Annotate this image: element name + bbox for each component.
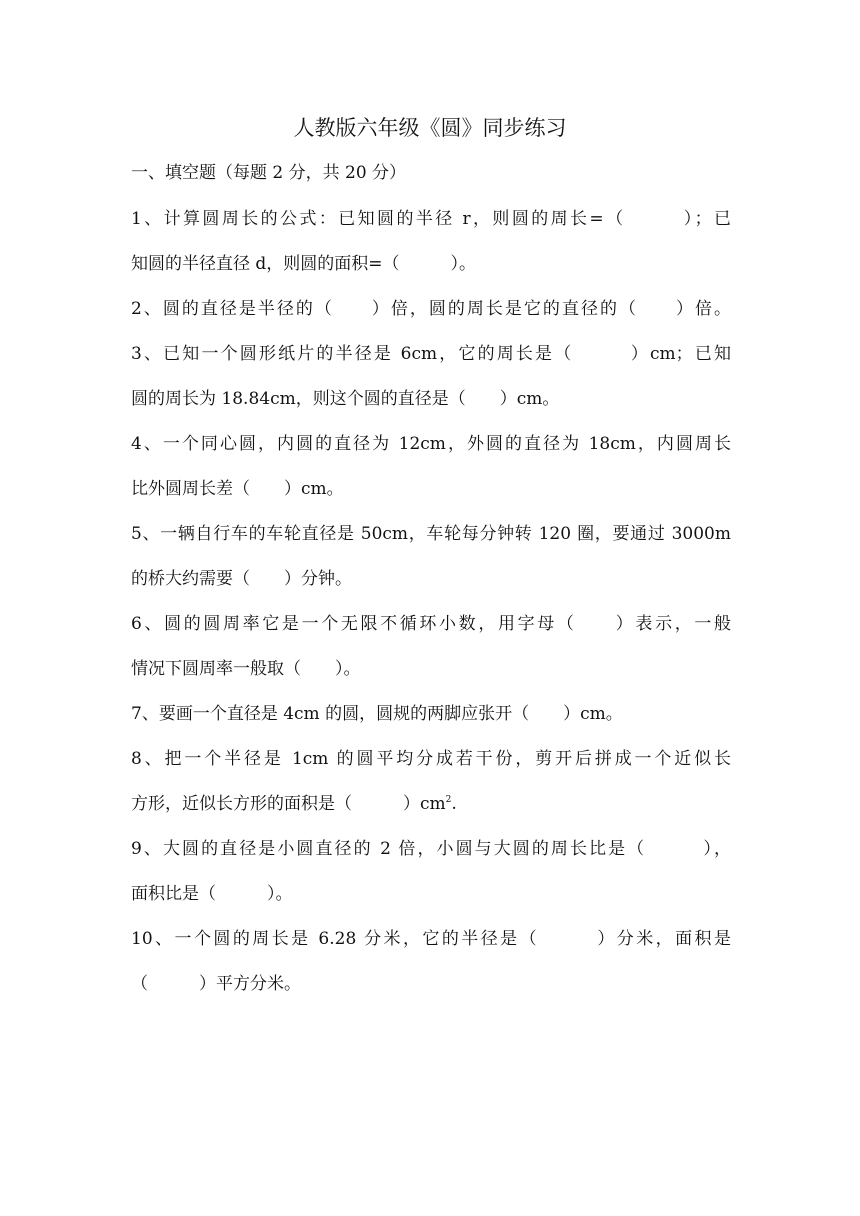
question-7-line: 7、要画一个直径是 4cm 的圆，圆规的两脚应张开（ ）cm。: [131, 704, 623, 724]
question-6-line-1: 6、圆的圆周率它是一个无限不循环小数，用字母（ ）表示，一般: [131, 614, 731, 634]
section-heading: 一、填空题（每题 2 分，共 20 分）: [131, 163, 407, 183]
question-5-line-1: 5、一辆自行车的车轮直径是 50cm，车轮每分钟转 120 圈，要通过 3000m: [131, 524, 731, 544]
question-1-line-2: 知圆的半径直径 d，则圆的面积=（ ）。: [131, 254, 477, 274]
question-4-line-1: 4、一个同心圆，内圆的直径为 12cm，外圆的直径为 18cm，内圆周长: [131, 434, 731, 454]
question-4-line-2: 比外圆周长差（ ）cm。: [131, 479, 344, 499]
question-10-line-2: （ ）平方分米。: [131, 974, 301, 994]
question-5-line-2: 的桥大约需要（ ）分钟。: [131, 569, 352, 589]
question-10-line-1: 10、一个圆的周长是 6.28 分米，它的半径是（ ）分米，面积是: [131, 929, 731, 949]
question-2-line: 2、圆的直径是半径的（ ）倍，圆的周长是它的直径的（ ）倍。: [131, 299, 731, 319]
question-1-line-1: 1、计算圆周长的公式：已知圆的半径 r，则圆的周长=（ ）；已: [131, 209, 731, 229]
question-8-line-1: 8、把一个半径是 1cm 的圆平均分成若干份，剪开后拼成一个近似长: [131, 749, 731, 769]
question-3-line-2: 圆的周长为 18.84cm，则这个圆的直径是（ ）cm。: [131, 389, 560, 409]
question-8-line-2-text: 方形，近似长方形的面积是（ ）cm: [131, 794, 446, 814]
document-title: 人教版六年级《圆》同步练习: [293, 116, 567, 140]
question-8-line-2-end: .: [451, 794, 457, 814]
question-3-line-1: 3、已知一个圆形纸片的半径是 6cm，它的周长是（ ）cm；已知: [131, 344, 731, 364]
question-9-line-1: 9、大圆的直径是小圆直径的 2 倍，小圆与大圆的周长比是（ ），: [131, 839, 731, 859]
question-8-line-2: [131, 789, 731, 819]
question-9-line-2: 面积比是（ ）。: [131, 884, 293, 904]
square-superscript: 2: [445, 795, 452, 805]
question-6-line-2: 情况下圆周率一般取（ ）。: [131, 659, 361, 679]
